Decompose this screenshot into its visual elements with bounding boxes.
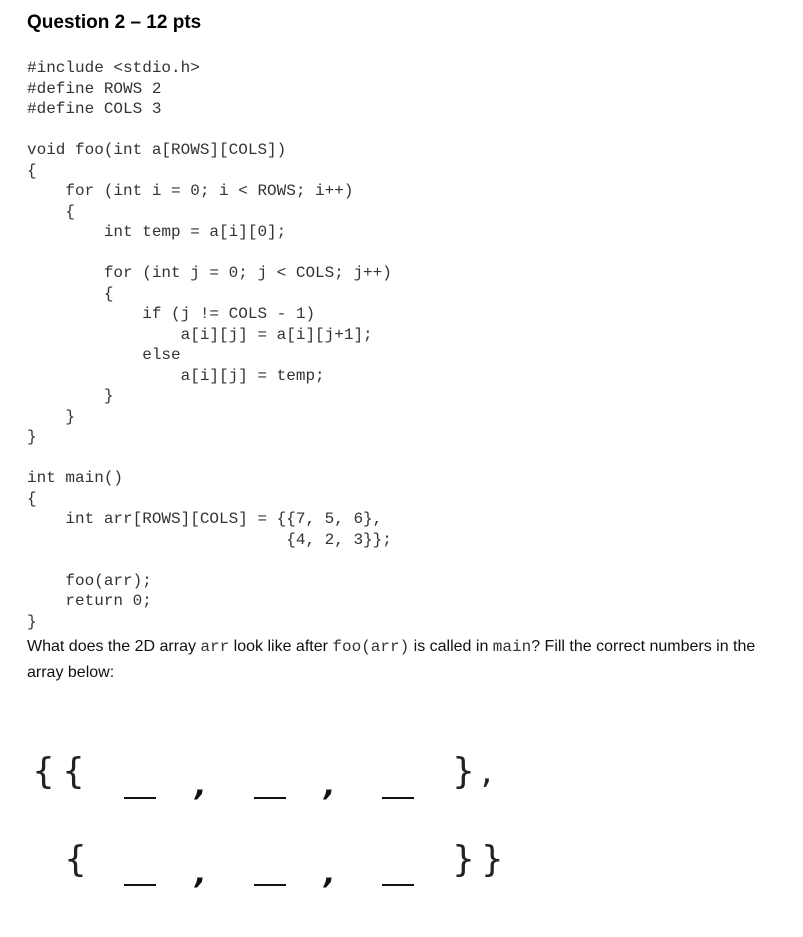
prompt-text: What does the 2D array bbox=[27, 638, 201, 655]
code-line: { bbox=[27, 161, 37, 180]
code-line bbox=[27, 550, 392, 571]
question-prompt bbox=[27, 634, 777, 686]
code-line: #include <stdio.h> bbox=[27, 59, 200, 77]
code-line: #define ROWS 2 bbox=[27, 79, 162, 98]
code-line: {4, 2, 3}}; bbox=[27, 530, 392, 549]
answer-blank-r1c3[interactable] bbox=[382, 797, 414, 799]
row2-open-brace: { bbox=[64, 839, 87, 880]
prompt-code-foo-call: foo(arr) bbox=[332, 638, 410, 656]
outer-open-brace: { bbox=[32, 751, 55, 792]
code-line: } bbox=[27, 387, 114, 405]
code-line: a[i][j] = a[i][j+1]; bbox=[27, 325, 373, 344]
row1-open-brace: { bbox=[62, 751, 85, 792]
answer-blank-r2c3[interactable] bbox=[382, 884, 414, 886]
code-line: int arr[ROWS][COLS] = {{7, 5, 6}, bbox=[27, 510, 383, 528]
code-line bbox=[27, 243, 392, 264]
code-line: a[i][j] = temp; bbox=[27, 366, 325, 385]
code-line: } bbox=[27, 428, 37, 446]
comma: , bbox=[324, 768, 336, 803]
code-line: } bbox=[27, 612, 37, 631]
answer-blank-r2c1[interactable] bbox=[124, 884, 156, 886]
code-line bbox=[27, 120, 392, 141]
answer-blank-r2c2[interactable] bbox=[254, 884, 286, 886]
code-line: void foo(int a[ROWS][COLS]) bbox=[27, 141, 287, 159]
comma: , bbox=[195, 768, 207, 803]
code-line: for (int j = 0; j < COLS; j++) bbox=[27, 264, 392, 282]
code-line: if (j != COLS - 1) bbox=[27, 305, 316, 323]
row1-close-brace: }, bbox=[452, 751, 499, 792]
prompt-text: is called in bbox=[409, 638, 493, 655]
question-heading: Question 2 – 12 pts bbox=[27, 12, 202, 33]
code-line: else bbox=[27, 346, 181, 364]
comma: , bbox=[195, 856, 207, 891]
code-line: int main() bbox=[27, 469, 124, 487]
code-line: foo(arr); bbox=[27, 571, 152, 590]
code-line bbox=[27, 448, 392, 469]
prompt-text: look like after bbox=[229, 638, 333, 655]
code-line: } bbox=[27, 407, 76, 426]
code-line: { bbox=[27, 284, 114, 303]
prompt-code-arr: arr bbox=[200, 638, 230, 656]
code-line: for (int i = 0; i < ROWS; i++) bbox=[27, 182, 354, 200]
code-line: int temp = a[i][0]; bbox=[27, 223, 287, 241]
prompt-code-main: main bbox=[492, 638, 532, 656]
answer-blank-r1c2[interactable] bbox=[254, 797, 286, 799]
answer-blank-r1c1[interactable] bbox=[124, 797, 156, 799]
code-line: { bbox=[27, 202, 76, 221]
code-block bbox=[27, 58, 392, 632]
code-line: return 0; bbox=[27, 592, 152, 610]
code-line: { bbox=[27, 489, 37, 508]
comma: , bbox=[324, 856, 336, 891]
row2-close-brace: }} bbox=[452, 839, 510, 880]
prompt-text: ? Fill the correct numbers in the array below: bbox=[27, 638, 756, 681]
code-line: #define COLS 3 bbox=[27, 100, 162, 118]
